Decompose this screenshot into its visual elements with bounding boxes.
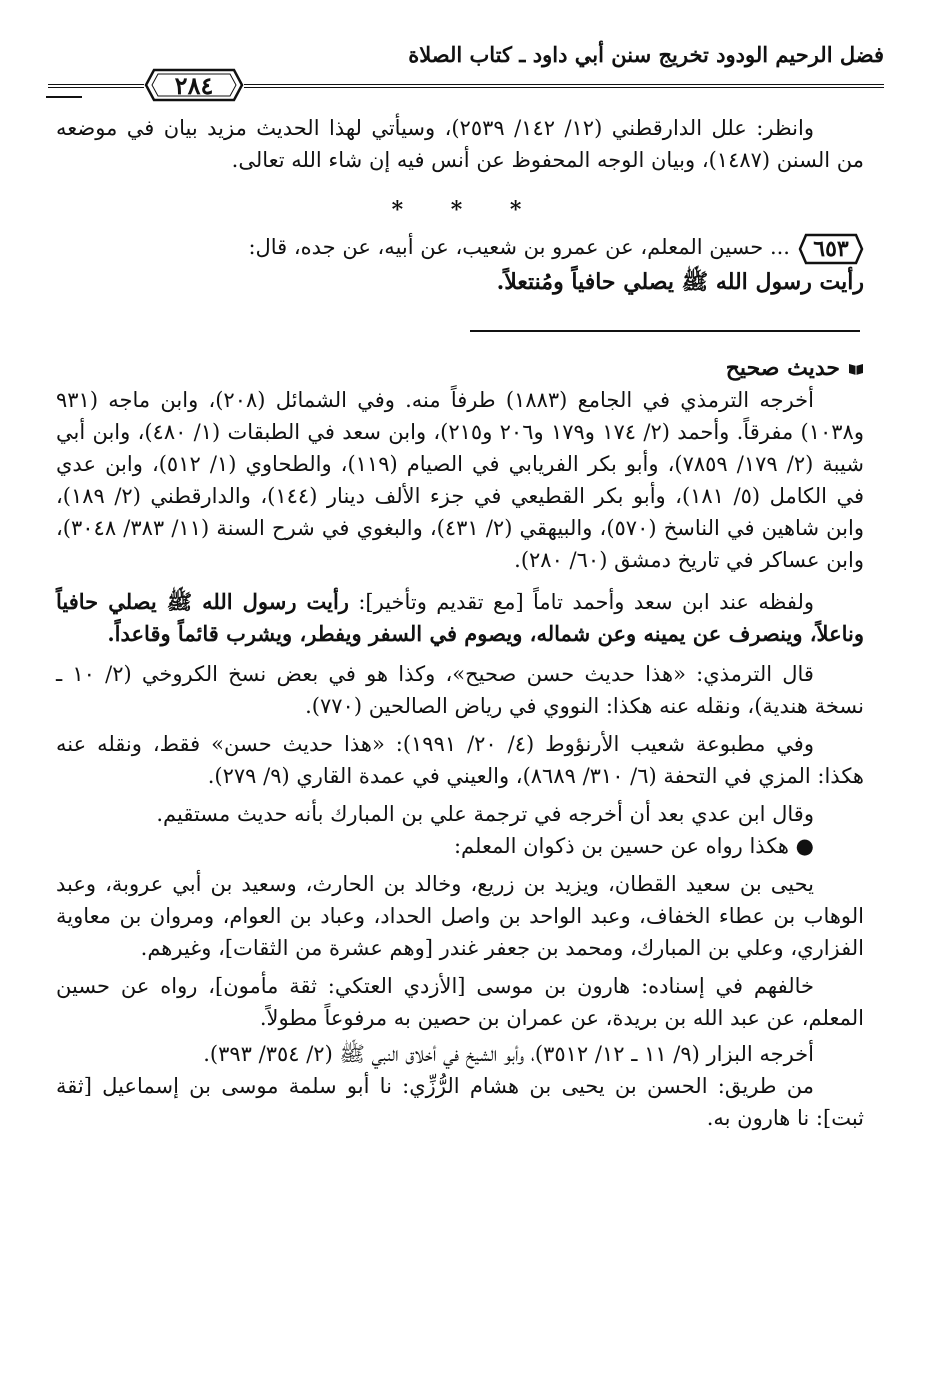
paragraph-1-text: أخرجه الترمذي في الجامع (١٨٨٣) طرفاً منه. وفي الشمائل (٢٠٨)، وابن ماجه (٩٣١ و١٠٣٨) مفرقاً. وأحمد (٢/ ١٧٤ و١٧٩ و٢٠٦ و٢١٥)، وابن سعد في الطبقات (١/ ٤٨٠)، وابن أبي شيبة (٢/ ١٧٩/ ٧٨٥٩)، وأبو بكر الفريابي في الصيام (١١٩)، والطحاوي (١/ ٥١٢)، وابن عدي في الكامل (٥/ ١٨١)، وأبو بكر القطيعي في جزء الألف دينار (١٤٤)، والدارقطني (٢/ ١٨٩)، وابن شاهين في الناسخ (٥٧٠)، والبيهقي (٢/ ٤٣١)، والبغوي في شرح السنة (١١/ ٣٨٣/ ٣٠٤٨)، وابن عساكر في تاريخ دمشق (٦٠/ ٢٨٠).: [56, 388, 864, 572]
commentary: [56, 384, 864, 1134]
paragraph-2-text: ولفظه عند ابن سعد وأحمد تاماً [مع تقديم وتأخير]:: [348, 590, 815, 614]
paragraph-7: [56, 868, 864, 964]
paragraph-8: [56, 970, 864, 1034]
page-number: ٢٨٤: [174, 70, 214, 100]
paragraph-9-text: أخرجه البزار (٩/ ١١ ـ ١٢/ ٣٥١٢)، وأبو الشيخ في أخلاق النبي ﷺ (٢/ ٣٥٤/ ٣٩٣).: [203, 1042, 814, 1066]
paragraph-5-text: وقال ابن عدي بعد أن أخرجه في ترجمة علي بن المبارك بأنه حديث مستقيم.: [156, 802, 814, 826]
paragraph-2-bold: رأيت رسول الله ﷺ يصلي حافياً وناعلاً، وينصرف عن يمينه وعن شماله، ويصوم في السفر ويفطر، ويشرب قائماً وقاعداً.: [56, 589, 864, 646]
intro-paragraph: [56, 112, 864, 176]
hadith-chain: ... حسين المعلم، عن عمرو بن شعيب، عن أبيه، عن جده، قال:: [248, 235, 790, 259]
running-header: [48, 40, 884, 115]
paragraph-6-text: هكذا رواه عن حسين بن ذكوان المعلم:: [453, 834, 789, 858]
paragraph-7-text: يحيى بن سعيد القطان، ويزيد بن زريع، وخالد بن الحارث، وسعيد بن أبي عروبة، وعبد الوهاب بن عطاء الخفاف، وعبد الواحد بن واصل الحداد، وعباد بن العوام، ومروان بن معاوية الفزاري، وعلي بن المبارك، ومحمد بن جعفر غندر [وهم عشرة من الثقات]، وغيرهم.: [56, 872, 865, 960]
header-title: فضل الرحيم الودود تخريج سنن أبي داود ـ كتاب الصلاة: [408, 42, 884, 67]
paragraph-3: [56, 658, 864, 722]
paragraph-5: [56, 798, 864, 830]
page-number-box: [144, 68, 244, 102]
paragraph-4-text: وفي مطبوعة شعيب الأرنؤوط (٤/ ٢٠/ ١٩٩١): «هذا حديث حسن» فقط، ونقله عنه هكذا: المزي في التحفة (٦/ ٣١٠/ ٨٦٨٩)، والعيني في عمدة القاري (٩/ ٢٧٩).: [56, 732, 864, 788]
paragraph-1: [56, 384, 864, 576]
hadith-block: [56, 231, 864, 298]
hadith-text: رأيت رسول الله ﷺ يصلي حافياً ومُنتعلاً.: [496, 268, 864, 295]
section-separator: * * *: [391, 197, 542, 223]
paragraph-8-text: خالفهم في إسناده: هارون بن موسى [الأزدي العتكي: ثقة مأمون]، رواه عن حسين المعلم، عن عبد الله بن بريدة، عن عمران بن حصين به مرفوعاً مطولاً.: [56, 974, 864, 1030]
paragraph-6: [56, 830, 864, 862]
hadith-number-badge: [798, 232, 864, 266]
header-rule-left: [46, 96, 82, 98]
paragraph-10-text: من طريق: الحسن بن يحيى بن هشام الرُّزِّي: نا أبو سلمة موسى بن إسماعيل [ثقة ثبت]: نا هارون به.: [56, 1074, 864, 1130]
grade-heading: [726, 355, 864, 381]
bullet-icon: ●: [795, 833, 814, 858]
paragraph-4: [56, 728, 864, 792]
intro-text: وانظر: علل الدارقطني (١٢/ ١٤٢/ ٢٥٣٩)، وسيأتي لهذا الحديث مزيد بيان في موضعه من السنن (١٤٨٧)، وبيان الوجه المحفوظ عن أنس فيه إن شاء الله تعالى.: [56, 116, 864, 172]
footnote-divider: [470, 330, 860, 332]
hadith-number: ٦٥٣: [813, 235, 849, 262]
paragraph-9: [56, 1038, 864, 1070]
paragraph-3-text: قال الترمذي: «هذا حديث حسن صحيح»، وكذا هو في بعض نسخ الكروخي (٢/ ١٠ ـ نسخة هندية)، ونقله عنه هكذا: النووي في رياض الصالحين (٧٧٠).: [56, 662, 864, 718]
book-icon: [848, 361, 864, 375]
paragraph-2: [56, 586, 864, 650]
grade-heading-text: حديث صحيح: [725, 355, 840, 381]
paragraph-10: [56, 1070, 864, 1134]
